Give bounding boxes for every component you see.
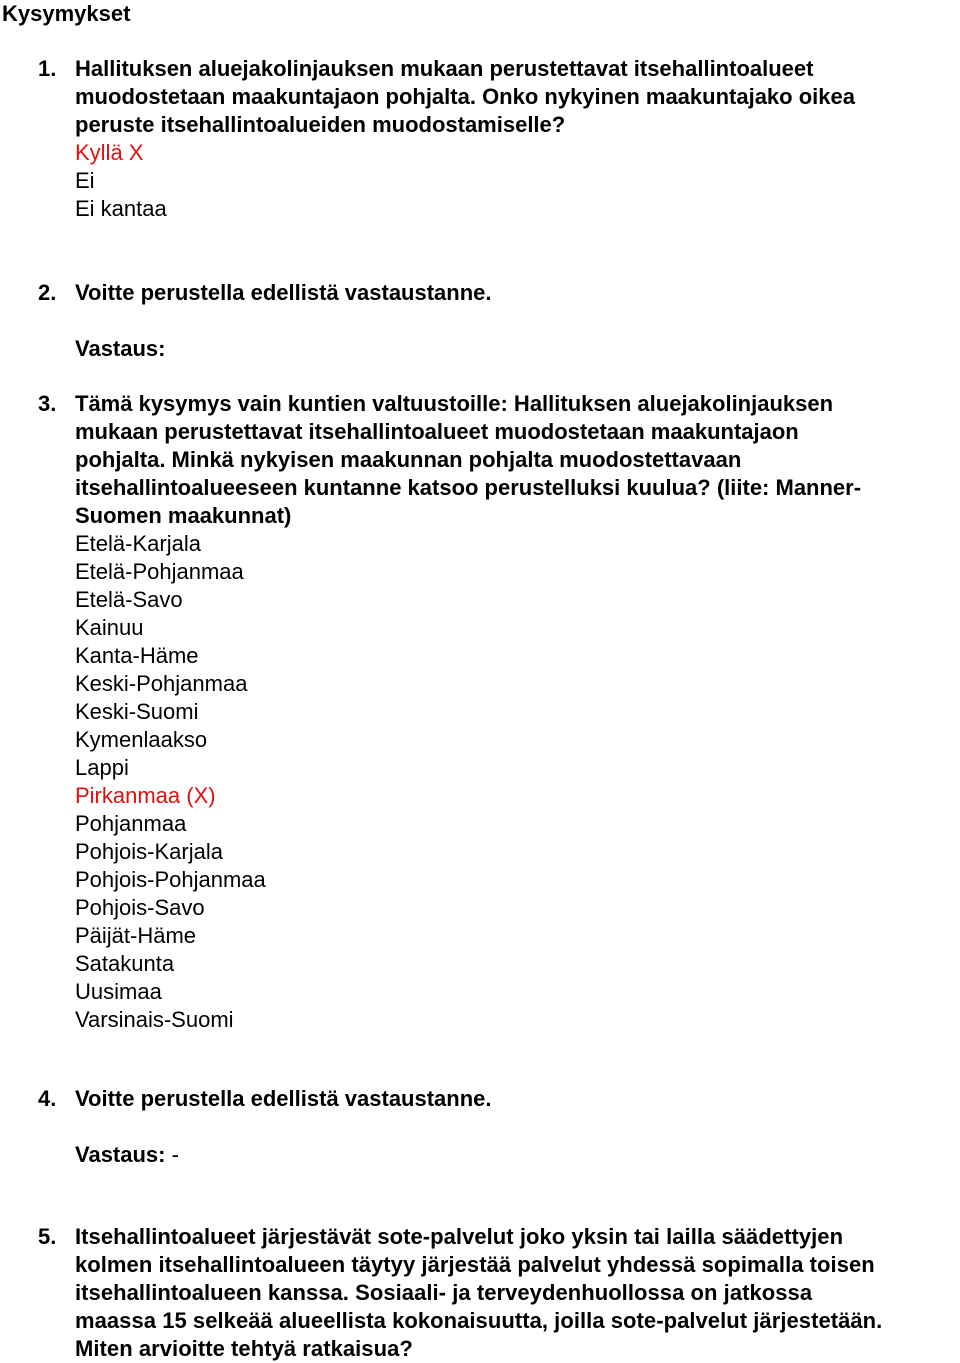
question-4 bbox=[38, 1085, 953, 1113]
question-text-line: pohjalta. Minkä nykyisen maakunnan pohjalta muodostettavaan bbox=[75, 447, 742, 472]
question-1 bbox=[38, 55, 953, 223]
answer-option: Pohjois-Pohjanmaa bbox=[75, 867, 266, 892]
answer-label: Vastaus: bbox=[75, 1142, 166, 1167]
answer-option: Etelä-Karjala bbox=[75, 531, 201, 556]
answer-option: Pohjois-Savo bbox=[75, 895, 205, 920]
answer-option: Pohjois-Karjala bbox=[75, 839, 223, 864]
answer-option: Varsinais-Suomi bbox=[75, 1007, 234, 1032]
answer-option: Lappi bbox=[75, 755, 129, 780]
question-text-line: muodostetaan maakuntajaon pohjalta. Onko nykyinen maakuntajako oikea bbox=[75, 84, 855, 109]
question-2-answer bbox=[38, 335, 953, 363]
question-4-answer bbox=[38, 1141, 953, 1169]
answer-option: Ei kantaa bbox=[75, 196, 167, 221]
question-text-line: maassa 15 selkeää alueellista kokonaisuutta, joilla sote-palvelut järjestetään. bbox=[75, 1308, 883, 1333]
answer-option: Pohjanmaa bbox=[75, 811, 187, 836]
question-text-line: Miten arvioitte tehtyä ratkaisua? bbox=[75, 1336, 413, 1361]
question-text-line: Tämä kysymys vain kuntien valtuustoille: Hallituksen aluejakolinjauksen bbox=[75, 391, 834, 416]
question-number: 3. bbox=[38, 391, 57, 416]
answer-option-selected: Kyllä X bbox=[75, 140, 144, 165]
page-title: Kysymykset bbox=[2, 1, 131, 26]
answer-label: Vastaus: bbox=[75, 336, 166, 361]
answer-value: - bbox=[171, 1142, 179, 1167]
question-number: 1. bbox=[38, 56, 57, 81]
question-5 bbox=[38, 1223, 953, 1363]
question-text-line: itsehallintoalueeseen kuntanne katsoo perustelluksi kuulua? (liite: Manner- bbox=[75, 475, 862, 500]
question-text-line: Hallituksen aluejakolinjauksen mukaan perustettavat itsehallintoalueet bbox=[75, 56, 814, 81]
answer-option: Kanta-Häme bbox=[75, 643, 199, 668]
question-text-line: Suomen maakunnat) bbox=[75, 503, 292, 528]
answer-option: Satakunta bbox=[75, 951, 175, 976]
question-text-line: kolmen itsehallintoalueen täytyy järjestää palvelut yhdessä sopimalla toisen bbox=[75, 1252, 875, 1277]
answer-option: Päijät-Häme bbox=[75, 923, 197, 948]
answer-option: Etelä-Pohjanmaa bbox=[75, 559, 244, 584]
question-text-line: Voitte perustella edellistä vastaustanne. bbox=[75, 280, 492, 305]
answer-option: Keski-Pohjanmaa bbox=[75, 671, 248, 696]
question-number: 5. bbox=[38, 1224, 57, 1249]
question-text-line: peruste itsehallintoalueiden muodostamiselle? bbox=[75, 112, 566, 137]
answer-option: Keski-Suomi bbox=[75, 699, 199, 724]
answer-option: Kymenlaakso bbox=[75, 727, 208, 752]
question-text-line: mukaan perustettavat itsehallintoalueet muodostetaan maakuntajaon bbox=[75, 419, 799, 444]
answer-option: Kainuu bbox=[75, 615, 144, 640]
question-number: 4. bbox=[38, 1086, 57, 1111]
answer-option: Ei bbox=[75, 168, 95, 193]
answer-option: Etelä-Savo bbox=[75, 587, 183, 612]
question-text-line: itsehallintoalueen kanssa. Sosiaali- ja terveydenhuollossa on jatkossa bbox=[75, 1280, 813, 1305]
question-3 bbox=[38, 390, 953, 1034]
question-text-line: Voitte perustella edellistä vastaustanne. bbox=[75, 1086, 492, 1111]
question-number: 2. bbox=[38, 280, 57, 305]
answer-option: Uusimaa bbox=[75, 979, 162, 1004]
question-2 bbox=[38, 279, 953, 307]
question-text-line: Itsehallintoalueet järjestävät sote-palvelut joko yksin tai lailla säädettyjen bbox=[75, 1224, 844, 1249]
answer-option-selected: Pirkanmaa (X) bbox=[75, 783, 216, 808]
